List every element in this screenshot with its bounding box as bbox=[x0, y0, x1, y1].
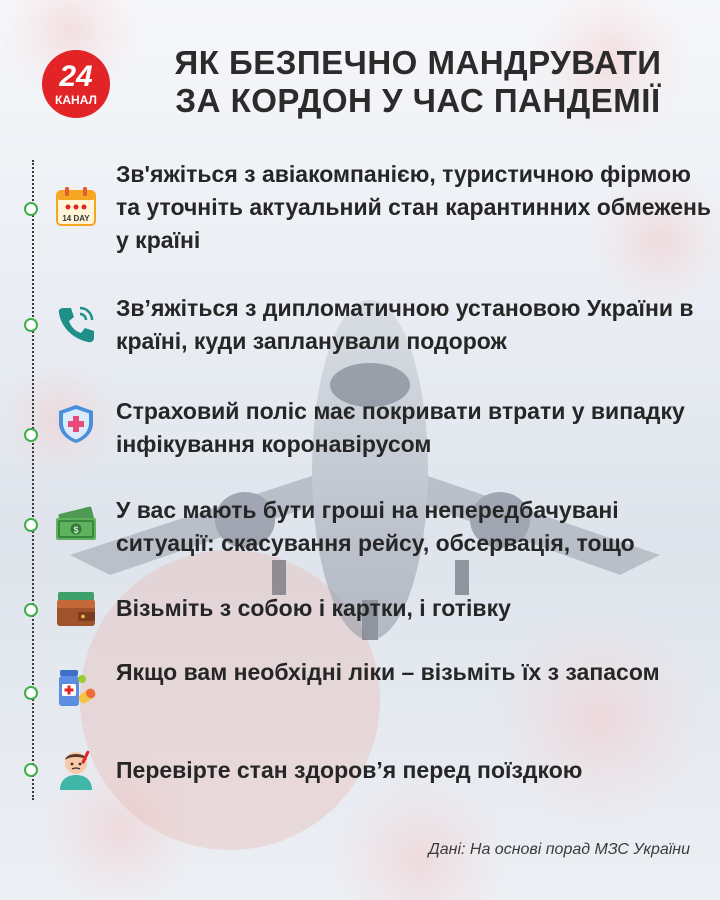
medicine-icon bbox=[54, 666, 98, 710]
channel-24-logo bbox=[40, 48, 112, 120]
money-icon bbox=[54, 502, 98, 546]
wallet-icon bbox=[54, 586, 98, 630]
source-note: Дані: На основі порад МЗС України bbox=[428, 841, 690, 858]
timeline-dot bbox=[24, 603, 38, 617]
advice-item-3: Страховий поліс має покривати втрати у випадку інфікування коронавірусом bbox=[116, 398, 685, 457]
title-line-1: ЯК БЕЗПЕЧНО МАНДРУВАТИ bbox=[174, 44, 662, 81]
timeline-dot bbox=[24, 763, 38, 777]
timeline-dot bbox=[24, 686, 38, 700]
phone-icon bbox=[54, 302, 98, 346]
shield-medical-icon bbox=[54, 402, 98, 446]
advice-item-1: Зв'яжіться з авіакомпанією, туристичною фірмою та уточніть актуальний стан карантинних обмежень у країні bbox=[116, 161, 712, 253]
svg-text:$: $ bbox=[73, 525, 79, 535]
advice-item-4: У вас мають бути гроші на непередбачувані ситуації: скасування рейсу, обсервація, тощо bbox=[116, 497, 635, 556]
logo-number: 24 bbox=[59, 60, 93, 93]
sick-person-icon bbox=[54, 746, 98, 790]
calendar-icon bbox=[54, 185, 98, 229]
timeline-dot bbox=[24, 318, 38, 332]
timeline-dot bbox=[24, 518, 38, 532]
advice-item-7: Перевірте стан здоров’я перед поїздкою bbox=[116, 757, 583, 783]
advice-item-6: Якщо вам необхідні ліки – візьміть їх з запасом bbox=[116, 659, 660, 685]
advice-item-5: Візьміть з собою і картки, і готівку bbox=[116, 595, 511, 621]
title-line-2: ЗА КОРДОН У ЧАС ПАНДЕМІЇ bbox=[175, 82, 661, 119]
timeline-line bbox=[32, 160, 36, 800]
timeline-dot bbox=[24, 428, 38, 442]
logo-name: КАНАЛ bbox=[55, 93, 97, 107]
page-title bbox=[138, 44, 698, 120]
timeline-dot bbox=[24, 202, 38, 216]
advice-item-2: Зв’яжіться з дипломатичною установою України в країні, куди запланували подорож bbox=[116, 295, 694, 354]
calendar-label: 14 DAY bbox=[62, 214, 90, 223]
